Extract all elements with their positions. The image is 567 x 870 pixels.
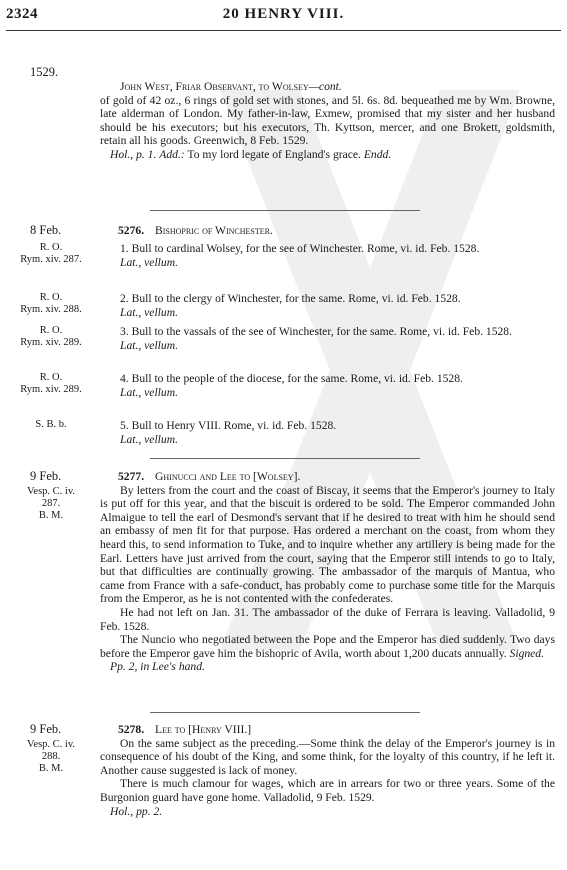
entry-5278 [100,723,555,818]
source-ref: Vesp. C. iv. 287. B. M. [26,486,76,521]
section-divider [150,458,420,459]
entry-heading: 5278. Lee to [Henry VIII.] [118,723,252,736]
bull-item: 4. Bull to the people of the diocese, for the same. Rome, vi. id. Feb. 1528. Lat., vellum. [120,372,463,399]
entry-note: Pp. 2, in Lee's hand. [110,660,205,674]
entry-notes: Hol., p. 1. Add.: To my lord legate of England's grace. Endd. [110,147,392,161]
entry-paragraph: On the same subject as the preceding.—Some think the delay of the Emperor's journey is in consequence of his doubt of the King, and some think, for the loyalty of this country, if he left it. Another cause suggested is lack of money. [100,736,555,777]
source-ref: R. O. Rym. xiv. 288. [20,292,82,315]
entry-5276-heading: 5276. Bishopric of Winchester. [118,224,273,237]
entry-date: 9 Feb. [30,469,62,483]
entry-continued [100,80,555,162]
bull-item: 1. Bull to cardinal Wolsey, for the see of Winchester. Rome, vi. id. Feb. 1528. Lat., vellum. [120,242,480,269]
year-marker: 1529. [30,65,59,79]
source-ref: R. O. Rym. xiv. 287. [20,242,82,265]
page-header [6,6,561,28]
entry-paragraph: There is much clamour for wages, which are in arrears for two or three years. Some of the Burgonion guard have gone home. Valladolid, 9 Feb. 1529. [100,777,555,804]
source-ref: Vesp. C. iv. 288. B. M. [26,739,76,774]
bull-item: 3. Bull to the vassals of the see of Winchester, for the same. Rome, vi. id. Feb. 1528. Lat., vellum. [120,325,513,352]
section-divider [150,210,420,211]
entry-note: Hol., pp. 2. [110,804,163,818]
entry-date: 9 Feb. [30,722,62,736]
bull-item: 2. Bull to the clergy of Winchester, for the same. Rome, vi. id. Feb. 1528. Lat., vellum. [120,292,461,319]
entry-paragraph: By letters from the court and the coast of Biscay, it seems that the Emperor's journey to Italy is put off for this year, and that the biscuit is ordered to be sold. The Emperor commanded John Almaigue to tell the earl of Desmond's servant that if he desired to treat with him he should send an embassy of men fit for that purpose. Has ordered a merchant on the coast, from whom they heard this, to send information to Tuke, and to inquire whether any artillery is being made for the Earl. Letters have just arrived from the court, saying that the Emperor still intends to go to Italy, but that difficulties are continually growing. The ambassador of the marquis of Mantua, who came from France with a safe-conduct, has probably come to purchase some title for the Marquis from the Emperor, as he is not contented with the confederates. [100,483,555,606]
page-number: 2324 [6,6,38,22]
entry-date: 8 Feb. [30,223,62,237]
entry-body: of gold of 42 oz., 6 rings of gold set with stones, and 5l. 6s. 8d. bequeathed me by Wm. Browne, late alderman of London. My father-in-law, Exmew, promised that my sister and her husband should be his executors; but his executors, Th. Kyttson, mercer, and one Brokett, goldsmith, retain all his goods. Greenwich, 8 Feb. 1529. [100,93,555,148]
entry-paragraph: The Nuncio who negotiated between the Pope and the Emperor has died suddenly. Two days before the Emperor gave him the bishopric of Avila, worth about 1,200 ducats annually. Signed. [100,633,555,660]
section-divider [150,712,420,713]
running-head: 20 HENRY VIII. [222,6,345,22]
entry-paragraph: He had not left on Jan. 31. The ambassador of the duke of Ferrara is leaving. Valladolid, 9 Feb. 1528. [100,605,555,633]
entry-heading: 5277. Ghinucci and Lee to [Wolsey]. [118,470,301,483]
header-rule [6,30,561,31]
source-ref: S. B. b. [35,419,67,430]
source-ref: R. O. Rym. xiv. 289. [20,325,82,348]
entry-5277 [100,470,555,674]
source-ref: R. O. Rym. xiv. 289. [20,372,82,395]
bull-item: 5. Bull to Henry VIII. Rome, vi. id. Feb. 1528. Lat., vellum. [120,419,337,446]
entry-heading: John West, Friar Observant, to Wolsey—cont. [120,80,342,93]
